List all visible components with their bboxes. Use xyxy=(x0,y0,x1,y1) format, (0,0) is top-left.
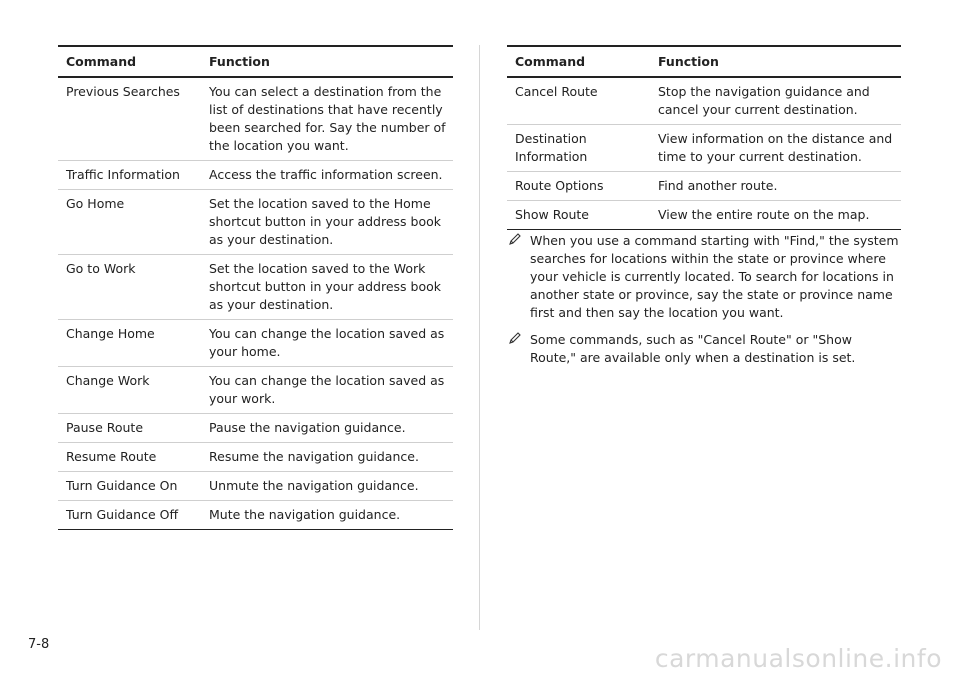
watermark: carmanualsonline.info xyxy=(654,644,942,673)
command-cell: Go to Work xyxy=(58,255,201,320)
function-cell: View information on the distance and time to your current destination. xyxy=(650,125,901,172)
table-row xyxy=(58,443,453,472)
function-cell: Access the traffic information screen. xyxy=(201,161,453,190)
command-cell: Route Options xyxy=(507,172,650,201)
left-command-table xyxy=(58,45,453,530)
function-cell: Pause the navigation guidance. xyxy=(201,414,453,443)
table-row xyxy=(58,161,453,190)
command-cell: Change Home xyxy=(58,320,201,367)
header-command: Command xyxy=(58,46,201,77)
command-cell: Turn Guidance On xyxy=(58,472,201,501)
command-cell: Turn Guidance Off xyxy=(58,501,201,530)
note-item xyxy=(507,232,901,322)
table-row xyxy=(58,501,453,530)
command-cell: Change Work xyxy=(58,367,201,414)
function-cell: Mute the navigation guidance. xyxy=(201,501,453,530)
right-command-table-container xyxy=(507,45,901,230)
table-row xyxy=(58,367,453,414)
command-cell: Cancel Route xyxy=(507,77,650,125)
command-cell: Go Home xyxy=(58,190,201,255)
table-row xyxy=(58,414,453,443)
function-cell: Resume the navigation guidance. xyxy=(201,443,453,472)
table-header-row xyxy=(58,46,453,77)
right-command-table xyxy=(507,45,901,230)
table-header-row xyxy=(507,46,901,77)
function-cell: Set the location saved to the Home shortcut button in your address book as your destination. xyxy=(201,190,453,255)
table-row xyxy=(58,255,453,320)
table-row xyxy=(58,320,453,367)
function-cell: Stop the navigation guidance and cancel your current destination. xyxy=(650,77,901,125)
function-cell: Unmute the navigation guidance. xyxy=(201,472,453,501)
column-divider xyxy=(479,45,480,630)
note-text: When you use a command starting with "Find," the system searches for locations within the state or province where your vehicle is currently located. To search for locations in another state or province, say the state or province name first and then say the location you want. xyxy=(530,233,899,320)
table-row xyxy=(58,472,453,501)
notes-section xyxy=(507,232,901,376)
header-function: Function xyxy=(650,46,901,77)
function-cell: You can select a destination from the list of destinations that have recently been searched for. Say the number of the location you want. xyxy=(201,77,453,161)
command-cell: Destination Information xyxy=(507,125,650,172)
note-item xyxy=(507,331,901,367)
table-row xyxy=(507,201,901,230)
left-command-table-container xyxy=(58,45,453,530)
function-cell: You can change the location saved as your work. xyxy=(201,367,453,414)
command-cell: Show Route xyxy=(507,201,650,230)
command-cell: Resume Route xyxy=(58,443,201,472)
pencil-note-icon xyxy=(507,331,530,367)
function-cell: Set the location saved to the Work shortcut button in your address book as your destination. xyxy=(201,255,453,320)
table-row xyxy=(507,172,901,201)
function-cell: You can change the location saved as your home. xyxy=(201,320,453,367)
table-row xyxy=(58,190,453,255)
table-row xyxy=(58,77,453,161)
table-row xyxy=(507,125,901,172)
note-text: Some commands, such as "Cancel Route" or "Show Route," are available only when a destination is set. xyxy=(530,332,856,365)
pencil-note-icon xyxy=(507,232,530,322)
header-command: Command xyxy=(507,46,650,77)
command-cell: Previous Searches xyxy=(58,77,201,161)
table-row xyxy=(507,77,901,125)
command-cell: Traffic Information xyxy=(58,161,201,190)
function-cell: Find another route. xyxy=(650,172,901,201)
function-cell: View the entire route on the map. xyxy=(650,201,901,230)
command-cell: Pause Route xyxy=(58,414,201,443)
header-function: Function xyxy=(201,46,453,77)
page-number: 7-8 xyxy=(28,637,50,652)
